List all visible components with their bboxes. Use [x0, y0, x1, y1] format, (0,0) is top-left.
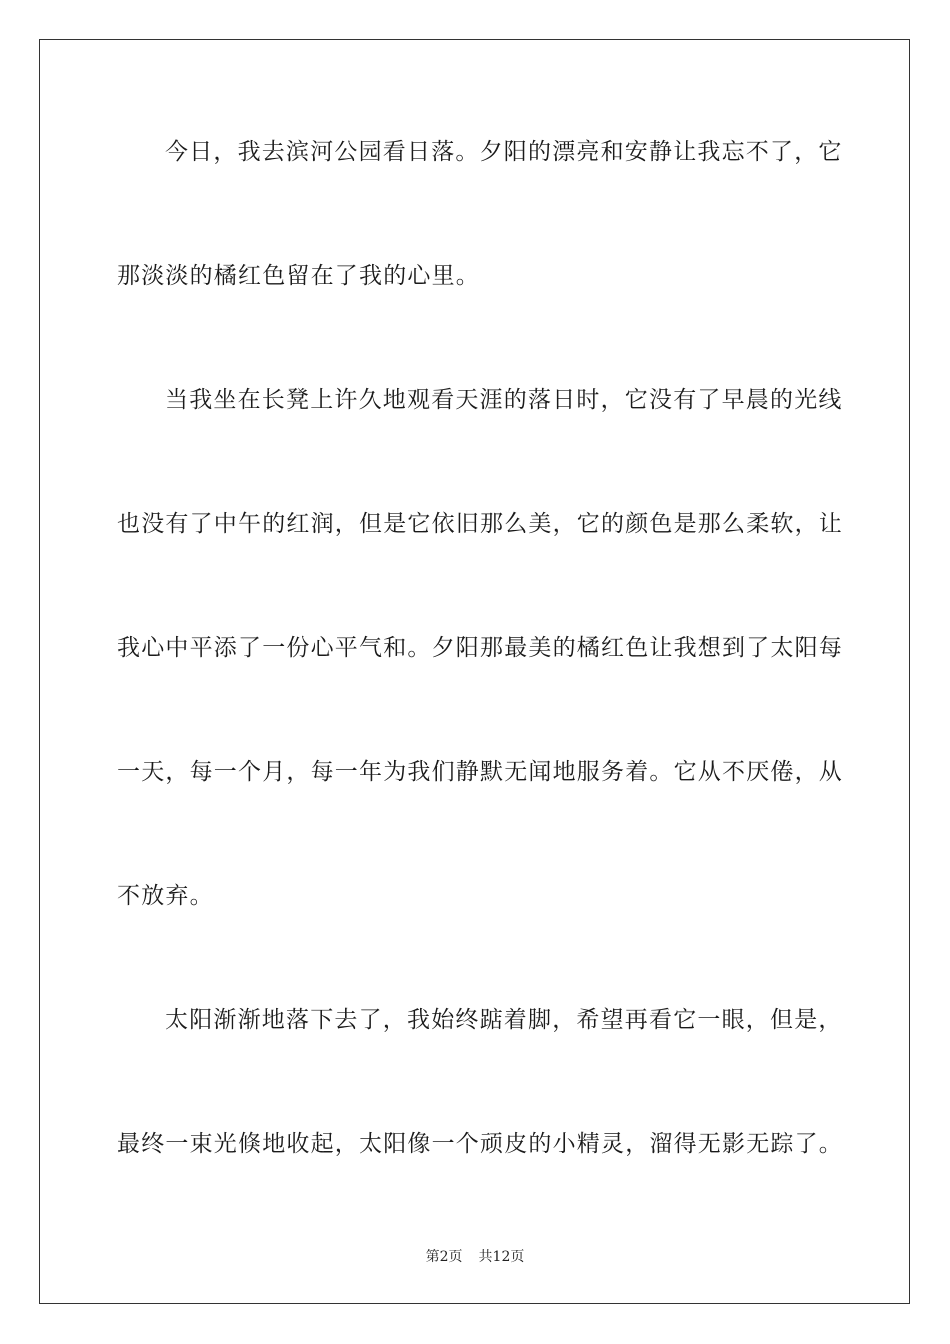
page-footer — [0, 1248, 950, 1266]
page-number-current: 第2页 — [425, 1249, 463, 1265]
page-border — [39, 39, 910, 1304]
paragraph-3-line-1: 太阳渐渐地落下去了，我始终踮着脚，希望再看它一眼，但是， — [165, 1007, 843, 1033]
page-number-total: 共12页 — [478, 1249, 525, 1265]
paragraph-2-line-5: 不放弃。 — [117, 883, 214, 909]
paragraph-3-line-2: 最终一束光倏地收起，太阳像一个顽皮的小精灵，溜得无影无踪了。 — [117, 1131, 843, 1157]
paragraph-1-line-1: 今日，我去滨河公园看日落。夕阳的漂亮和安静让我忘不了，它 — [165, 139, 843, 165]
paragraph-2-line-2: 也没有了中午的红润，但是它依旧那么美，它的颜色是那么柔软，让 — [117, 511, 843, 537]
paragraph-2-line-1: 当我坐在长凳上许久地观看天涯的落日时，它没有了早晨的光线 — [165, 387, 843, 413]
paragraph-1-line-2: 那淡淡的橘红色留在了我的心里。 — [117, 263, 480, 289]
paragraph-2-line-4: 一天，每一个月，每一年为我们静默无闻地服务着。它从不厌倦，从 — [117, 759, 843, 785]
paragraph-2-line-3: 我心中平添了一份心平气和。夕阳那最美的橘红色让我想到了太阳每 — [117, 635, 843, 661]
